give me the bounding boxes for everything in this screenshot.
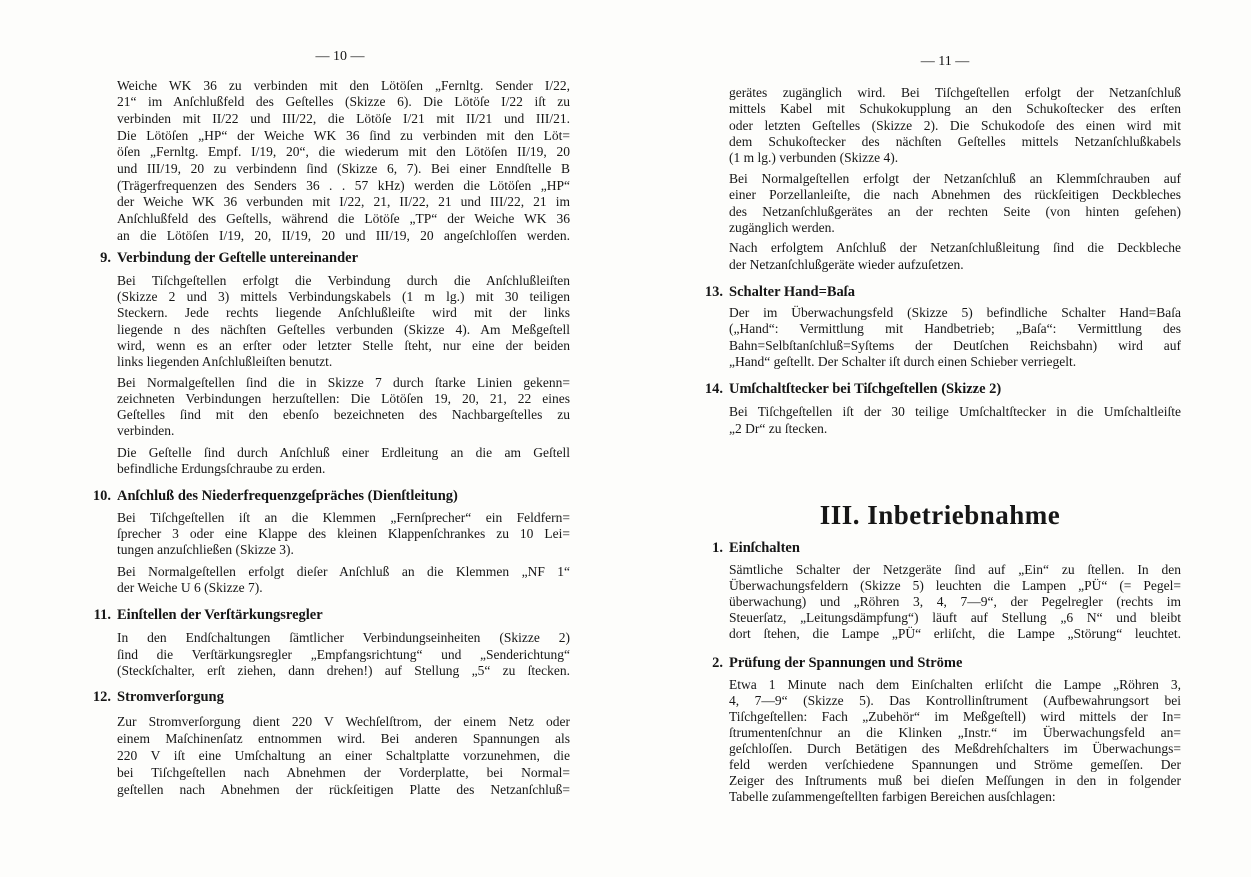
section-heading <box>696 380 1001 398</box>
text-line: geſtellen nach Abnehmen der rückſeitigen Platte des Netzanſchluß= <box>117 781 570 797</box>
text-line: Weiche WK 36 zu verbinden mit den Lötöſen „Fernltg. Sender I/22, <box>117 77 570 93</box>
text-line: Anſchlußfeld des Geſtells, während die Lötöſe „TP“ der Weiche WK 36 <box>117 211 570 227</box>
text-line: Zur Stromverſorgung dient 220 V Wechſelſtrom, der einem Netz oder <box>117 713 570 729</box>
section-title: Einſtellen der Verſtärkungsregler <box>117 607 323 623</box>
text-line: 21“ im Anſchlußfeld des Geſtelles (Skizze 6). Die Lötöſe I/22 iſt zu <box>117 94 570 110</box>
text-line: Die Lötöſen „HP“ der Weiche WK 36 ſind zu verbinden mit den Löt= <box>117 127 570 143</box>
paragraph <box>729 305 1181 370</box>
paragraph <box>729 677 1181 805</box>
text-line: 220 V iſt eine Umſchaltung an einer Schaltplatte vorzunehmen, die <box>117 747 570 763</box>
section-number: 10. <box>92 488 111 504</box>
text-line: Bei Normalgeſtellen ſind die in Skizze 7 durch ſtarke Linien gekenn= <box>117 375 570 390</box>
paragraph <box>729 85 1181 166</box>
text-line: Bei Tiſchgeſtellen erfolgt die Verbindung durch die Anſchlußleiſten <box>117 273 570 288</box>
text-line: geſchloſſen. Durch Betätigen des Meßdrehſchalters im Überwachungs= <box>729 741 1181 756</box>
text-line: bei Tiſchgeſtellen nach Abnehmen der Vorderplatte, bei Normal= <box>117 764 570 780</box>
text-line: Tabelle zuſammengeſtellten farbigen Bereichen ausſchlagen: <box>729 789 1056 804</box>
page-number: — 11 — <box>920 54 970 69</box>
section-title: Einſchalten <box>729 540 800 556</box>
section-number: 11. <box>93 607 111 623</box>
section-title: Stromverſorgung <box>117 689 224 705</box>
text-line: liegende n des nächſten Geſtelles verbunden (Skizze 4). Am Meßgeſtell <box>117 321 570 337</box>
text-line: befindliche Erdungsſchraube zu erden. <box>117 461 326 476</box>
text-line: ſind die Verſtärkungsregler „Empfangsrichtung“ und „Senderichtung“ <box>117 646 570 662</box>
text-line: verbinden. <box>117 423 175 438</box>
text-line: Bei Normalgeſtellen erfolgt dieſer Anſchluß an die Klemmen „NF 1“ <box>117 564 570 579</box>
text-line: öſen „Fernltg. Empf. I/19, 20“, die wiederum mit den Lötöſen II/19, 20 <box>117 144 570 160</box>
section-title: Verbindung der Geſtelle untereinander <box>117 250 359 266</box>
text-line: gerätes zugänglich wird. Bei Tiſchgeſtellen erfolgt der Netzanſchluß <box>729 85 1181 100</box>
text-line: Steuerſatz, „Leitungsdämpfung“) läuft auf Stellung „6 N“ und bleibt <box>729 610 1181 625</box>
text-line: ſtrumentenſchnur an die Klinken „Instr.“ im Überwachungsfeld an= <box>729 725 1181 740</box>
paragraph <box>729 171 1181 236</box>
text-line: Sämtliche Schalter der Netzgeräte ſind auf „Ein“ zu ſtellen. In den <box>729 562 1181 577</box>
text-line: oder letzten Geſtelles (Skizze 2). Die Schukodoſe des einen wird mit <box>729 117 1181 133</box>
text-line: Geſtelles ſind mit den ebenſo bezeichneten des Nachbargeſtelles zu <box>117 407 570 422</box>
text-line: dort ſtehen, die Lampe „PÜ“ erliſcht, die Lampe „Störung“ leuchtet. <box>729 626 1181 641</box>
section-number: 1. <box>712 540 723 556</box>
text-line: Die Geſtelle ſind durch Anſchluß einer Erdleitung an die am Geſtell <box>117 445 570 460</box>
chapter-title: III. Inbetriebnahme <box>819 500 1061 530</box>
text-line: („Hand“: Vermittlung mit Handbetrieb; „Baſa“: Vermittlung des <box>729 321 1181 337</box>
text-line: der Weiche WK 36 verbunden mit I/22, 21, II/22, 21 und III/22, 21 im <box>117 194 570 210</box>
text-line: Tiſchgeſtellen: Fach „Zubehör“ im Meßgeſtell) wird mittels der In= <box>729 709 1181 724</box>
text-line: (Steckſchalter, erſt ziehen, dann drehen!) auf Stellung „5“ zu ſtecken. <box>117 663 570 678</box>
text-line: und III/19, 20 zu verbindenn ſind (Skizze 6, 7). Bei einer Enndſtelle B <box>117 161 570 177</box>
text-line: zugänglich werden. <box>729 219 835 235</box>
text-line: Zeiger des Inſtruments muß bei dieſen Meſſungen in den in folgender <box>729 773 1181 788</box>
text-line: In den Endſchaltungen ſämtlicher Verbindungseinheiten (Skizze 2) <box>117 630 570 645</box>
section-title: Anſchluß des Niederfrequenzgeſpräches (Dienſtleitung) <box>117 488 458 504</box>
section-heading <box>696 654 962 672</box>
text-line: links liegenden Anſchlußleiſten benutzt. <box>117 354 333 370</box>
text-line: Bahn=Selbſtanſchluß=Syſtems der Deutſchen Reichsbahn) wird auf <box>729 337 1181 353</box>
section-number: 13. <box>704 284 723 300</box>
text-line: überwachung) und „Röhren 3, 4, 7—9“, der Pegelregler (rechts im <box>729 594 1181 609</box>
text-line: an die Lötöſen I/19, 20, II/19, 20 und III/19, 20 angeſchloſſen werden. <box>117 227 570 243</box>
text-line: tungen anzuſchließen (Skizze 3). <box>117 542 294 557</box>
section-number: 14. <box>704 381 723 397</box>
text-line: dem Schukoſtecker des nächſten Geſtelles mittels Netzanſchlußkabels <box>729 133 1181 149</box>
section-heading <box>696 539 800 557</box>
section-number: 2. <box>712 655 723 671</box>
page-number: — 10 — <box>315 49 365 64</box>
text-line: Nach erfolgtem Anſchluß der Netzanſchlußleitung ſind die Deckbleche <box>729 239 1181 255</box>
text-line: 4, 7—9“ (Skizze 5). Das Kontrollinſtrument (Aufbewahrungsort bei <box>729 693 1181 708</box>
text-line: der Weiche U 6 (Skizze 7). <box>117 580 263 595</box>
text-line: feld werden verſchiedene Spannungen und Ströme gemeſſen. Der <box>729 757 1181 772</box>
paragraph <box>729 403 1181 437</box>
text-line: mittels Kabel mit Schukokupplung an den Schukoſtecker des erſten <box>729 101 1181 117</box>
text-line: (1 m lg.) verbunden (Skizze 4). <box>729 150 899 165</box>
text-line: einem Maſchinenſatz entnommen wird. Bei anderen Spannungen als <box>117 730 570 746</box>
text-line: einer Porzellanleiſte, die nach Abnehmen des rückſeitigen Deckbleches <box>729 187 1181 203</box>
text-line: des Netzanſchlußgerätes an der rechten Seite (von hinten geſehen) <box>729 203 1181 219</box>
text-line: Bei Tiſchgeſtellen iſt an die Klemmen „Fernſprecher“ ein Feldfern= <box>117 510 570 525</box>
text-line: verbinden mit II/22 und III/22, die Lötöſe I/21 mit II/21 und III/21. <box>117 111 570 127</box>
text-line: „2 Dr“ zu ſtecken. <box>729 420 828 436</box>
paragraph <box>729 239 1181 273</box>
text-line: Steckern. Jede rechts liegende Anſchlußleiſte wird mit der links <box>117 305 570 321</box>
text-line: ſprecher 3 oder eine Klappe des kleinen Klappenſchrankes zu 10 Lei= <box>117 526 570 541</box>
text-line: (Skizze 2 und 3) mittels Verbindungskabels (1 m lg.) mit 30 teiligen <box>117 289 570 305</box>
text-line: der Netzanſchlußgeräte wieder aufzuſetzen. <box>729 256 964 272</box>
section-title: Prüfung der Spannungen und Ströme <box>729 655 963 671</box>
text-line: Überwachungsfeldern (Skizze 5) leuchten die Lampen „PÜ“ (= Pegel= <box>729 578 1181 593</box>
text-line: wird, wenn es an erſter oder letzter Stelle ſteht, nur eine der beiden <box>117 337 570 353</box>
paragraph <box>729 562 1181 642</box>
text-line: Etwa 1 Minute nach dem Einſchalten erliſcht die Lampe „Röhren 3, <box>729 677 1181 692</box>
section-title: Umſchaltſtecker bei Tiſchgeſtellen (Skizze 2) <box>729 381 1002 397</box>
section-number: 12. <box>92 689 111 705</box>
text-line: Bei Tiſchgeſtellen iſt der 30 teilige Umſchaltſtecker in die Umſchaltleiſte <box>729 403 1181 419</box>
text-line: Bei Normalgeſtellen erfolgt der Netzanſchluß an Klemmſchrauben auf <box>729 171 1181 186</box>
section-heading <box>696 283 855 301</box>
section-number: 9. <box>100 250 111 266</box>
text-line: Der im Überwachungsfeld (Skizze 5) befindliche Schalter Hand=Baſa <box>729 305 1181 320</box>
text-line: (Trägerfrequenzen des Senders 36 . . 57 kHz) werden die Lötöſen „HP“ <box>117 177 570 193</box>
text-line: „Hand“ geſtellt. Der Schalter iſt durch einen Schieber verriegelt. <box>729 353 1077 369</box>
text-line: zeichneten Verbindungen herzuſtellen: Die Lötöſen 19, 20, 21, 22 eines <box>117 391 570 406</box>
section-title: Schalter Hand=Baſa <box>729 284 856 300</box>
